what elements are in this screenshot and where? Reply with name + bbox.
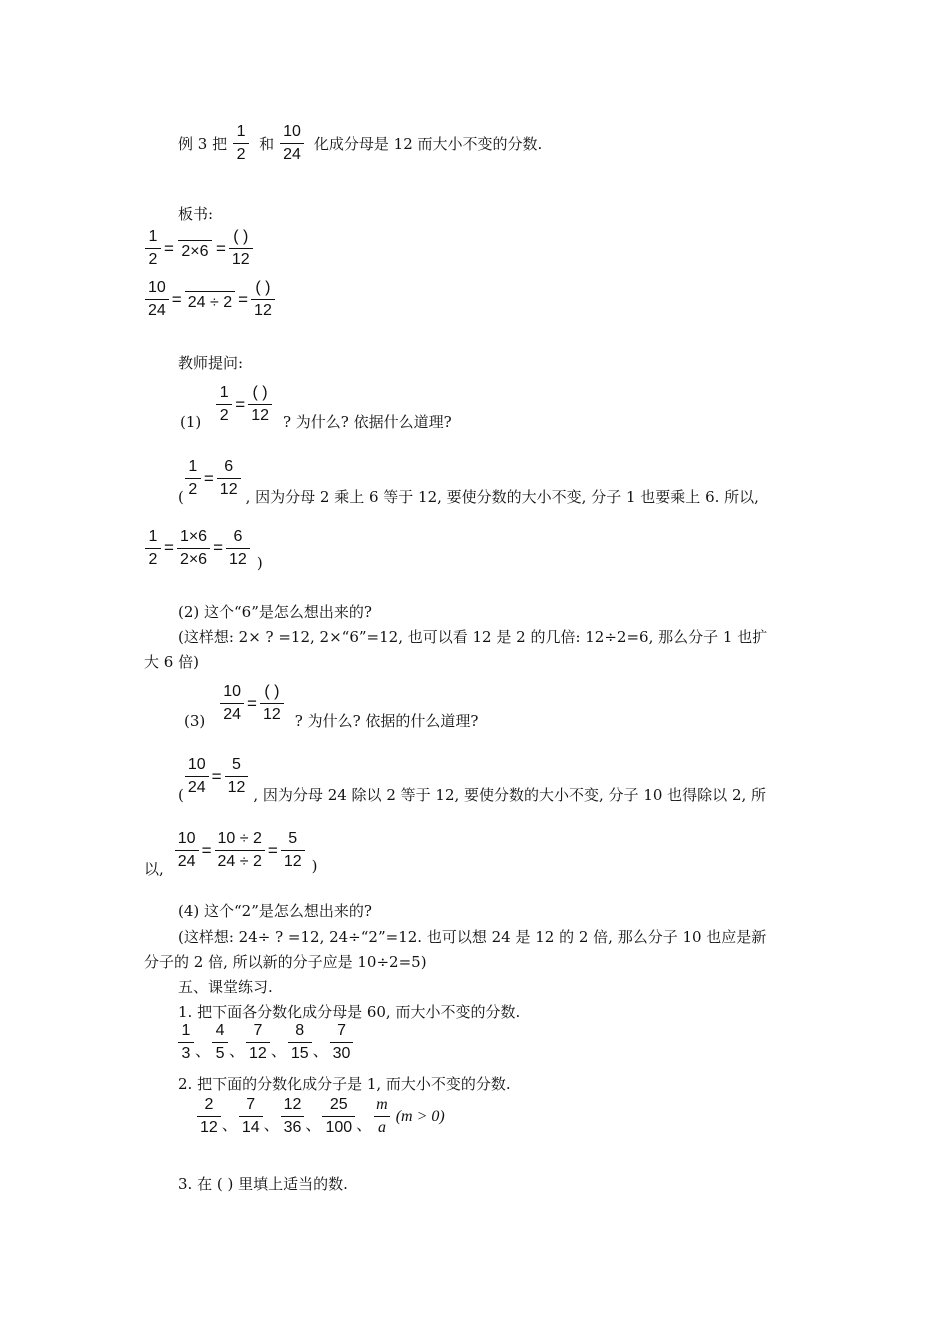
fraction-m-over-a: $\frac{m}{a}$ bbox=[373, 1097, 391, 1136]
question-2: (2) 这个“6”是怎么想出来的? bbox=[178, 603, 372, 621]
fraction: $\frac{( )}{12}$ bbox=[248, 385, 272, 424]
fraction: $\frac{5}{12}$ bbox=[225, 757, 249, 796]
answer-4-line-1: (这样想: 24÷ ? =12, 24÷“2”=12. 也可以想 24 是 12 的 2 倍, 那么分子 10 也应是新 bbox=[178, 928, 767, 946]
fraction: $\frac{( )}{12}$ bbox=[251, 280, 275, 319]
question-1-number: (1) bbox=[180, 412, 202, 431]
answer-4-line-2: 分子的 2 倍, 所以新的分子应是 10÷2=5) bbox=[144, 953, 427, 971]
fraction: $\frac{1}{3}$ bbox=[178, 1023, 194, 1062]
example-3-and: 和 bbox=[259, 135, 275, 153]
fraction: $\frac{10}{24}$ bbox=[145, 280, 169, 319]
fraction: $\frac{7}{14}$ bbox=[239, 1097, 263, 1136]
answer-3: ( $\frac{10}{24}$ = $\frac{5}{12}$ , 因为分母 24 除以 2 等于 12, 要使分数的大小不变, 分子 10 也得除以 2, 所 bbox=[178, 756, 767, 804]
question-3: (3) $\frac{10}{24}$ = $\frac{( )}{12}$ ? 为什么? 依据的什么道理? bbox=[184, 683, 479, 730]
fraction: $\frac{8}{15}$ bbox=[288, 1023, 312, 1062]
fraction: $\frac{6}{12}$ bbox=[217, 459, 241, 498]
fraction: $\frac{2}{12}$ bbox=[197, 1097, 221, 1136]
condition-m-positive: (m > 0) bbox=[395, 1107, 445, 1125]
exercise-1-text: 1. 把下面各分数化成分母是 60, 而大小不变的分数. bbox=[178, 1003, 521, 1021]
answer-2-line-1: (这样想: 2× ? =12, 2×“6”=12, 也可以看 12 是 2 的几倍: 12÷2=6, 那么分子 1 也扩 bbox=[178, 628, 768, 646]
example-3-prefix: 例 3 把 bbox=[178, 135, 228, 153]
fraction: $\frac{( )}{12}$ bbox=[260, 684, 284, 723]
question-4: (4) 这个“2”是怎么想出来的? bbox=[178, 902, 372, 920]
exercise-1-fractions: $\frac{1}{3}$ 、 $\frac{4}{5}$ 、 $\frac{7}{12}$ 、 $\frac{8}{15}$ 、 $\frac{7}{30}$ bbox=[177, 1023, 354, 1062]
fraction: $\frac{12}{36}$ bbox=[281, 1097, 305, 1136]
fraction: $\frac{1}{2}$ bbox=[216, 385, 232, 424]
answer-1: ( $\frac{1}{2}$ = $\frac{6}{12}$ , 因为分母 2 乘上 6 等于 12, 要使分数的大小不变, 分子 1 也要乘上 6. 所以, bbox=[178, 458, 759, 506]
answer-3-equation: 以, $\frac{10}{24}$ = $\frac{10 \div 2}{24 \div 2}$ = $\frac{5}{12}$ ) bbox=[144, 830, 318, 878]
board-equation-1: $\frac{1}{2}$ = 2×6 = $\frac{( )}{12}$ bbox=[144, 229, 254, 268]
question-1-text: ? 为什么? 依据什么道理? bbox=[282, 413, 452, 431]
answer-1-text: , 因为分母 2 乘上 6 等于 12, 要使分数的大小不变, 分子 1 也要乘上 6. 所以, bbox=[245, 488, 759, 506]
fraction: $\frac{4}{5}$ bbox=[212, 1023, 228, 1062]
fraction: $\frac{1}{2}$ bbox=[145, 529, 161, 568]
fraction-blank: 2×6 bbox=[177, 237, 213, 260]
answer-3-text: , 因为分母 24 除以 2 等于 12, 要使分数的大小不变, 分子 10 也得除以 2, 所 bbox=[253, 786, 767, 804]
fraction: $\frac{6}{12}$ bbox=[226, 529, 250, 568]
exercise-2-text: 2. 把下面的分数化成分子是 1, 而大小不变的分数. bbox=[178, 1075, 511, 1093]
answer-1-equation: $\frac{1}{2}$ = $\frac{1\times 6}{2\times 6}$ = $\frac{6}{12}$ ) bbox=[144, 524, 263, 572]
fraction: $\frac{25}{100}$ bbox=[322, 1097, 355, 1136]
fraction: $\frac{7}{12}$ bbox=[246, 1023, 270, 1062]
answer-2-line-2: 大 6 倍) bbox=[144, 653, 199, 671]
fraction-10-24: $\frac{10}{24}$ bbox=[280, 124, 304, 163]
exercise-2-fractions: $\frac{2}{12}$ 、 $\frac{7}{14}$ 、 $\frac{12}{36}$ 、 $\frac{25}{100}$ 、 $\frac{m}{a}$ (m > 0) bbox=[196, 1097, 445, 1136]
fraction: $\frac{10}{24}$ bbox=[220, 684, 244, 723]
board-equation-2: $\frac{10}{24}$ = 24 ÷ 2 = $\frac{( )}{12}$ bbox=[144, 280, 276, 319]
example-3-suffix: 化成分母是 12 而大小不变的分数. bbox=[313, 135, 543, 153]
fraction: $\frac{10}{24}$ bbox=[185, 757, 209, 796]
fraction: $\frac{1}{2}$ bbox=[145, 229, 161, 268]
question-1: (1) $\frac{1}{2}$ = $\frac{( )}{12}$ ? 为什么? 依据什么道理? bbox=[180, 384, 452, 431]
section-5-title: 五、课堂练习. bbox=[178, 978, 273, 996]
board-label: 板书: bbox=[178, 205, 214, 223]
fraction: $\frac{7}{30}$ bbox=[330, 1023, 354, 1062]
fraction: $\frac{1}{2}$ bbox=[185, 459, 201, 498]
fraction: $\frac{( )}{12}$ bbox=[229, 229, 253, 268]
teacher-label: 教师提问: bbox=[178, 354, 244, 372]
question-3-number: (3) bbox=[184, 711, 206, 730]
fraction-1-2: $\frac{1}{2}$ bbox=[233, 124, 249, 163]
fraction: $\frac{10}{24}$ bbox=[175, 831, 199, 870]
fraction-blank: 24 ÷ 2 bbox=[185, 288, 235, 311]
fraction: $\frac{5}{12}$ bbox=[281, 831, 305, 870]
question-3-text: ? 为什么? 依据的什么道理? bbox=[294, 712, 479, 730]
example-3-line bbox=[178, 124, 542, 163]
exercise-3-text: 3. 在 ( ) 里填上适当的数. bbox=[178, 1175, 348, 1193]
fraction: $\frac{10 \div 2}{24 \div 2}$ bbox=[215, 831, 265, 870]
fraction: $\frac{1\times 6}{2\times 6}$ bbox=[177, 529, 210, 568]
